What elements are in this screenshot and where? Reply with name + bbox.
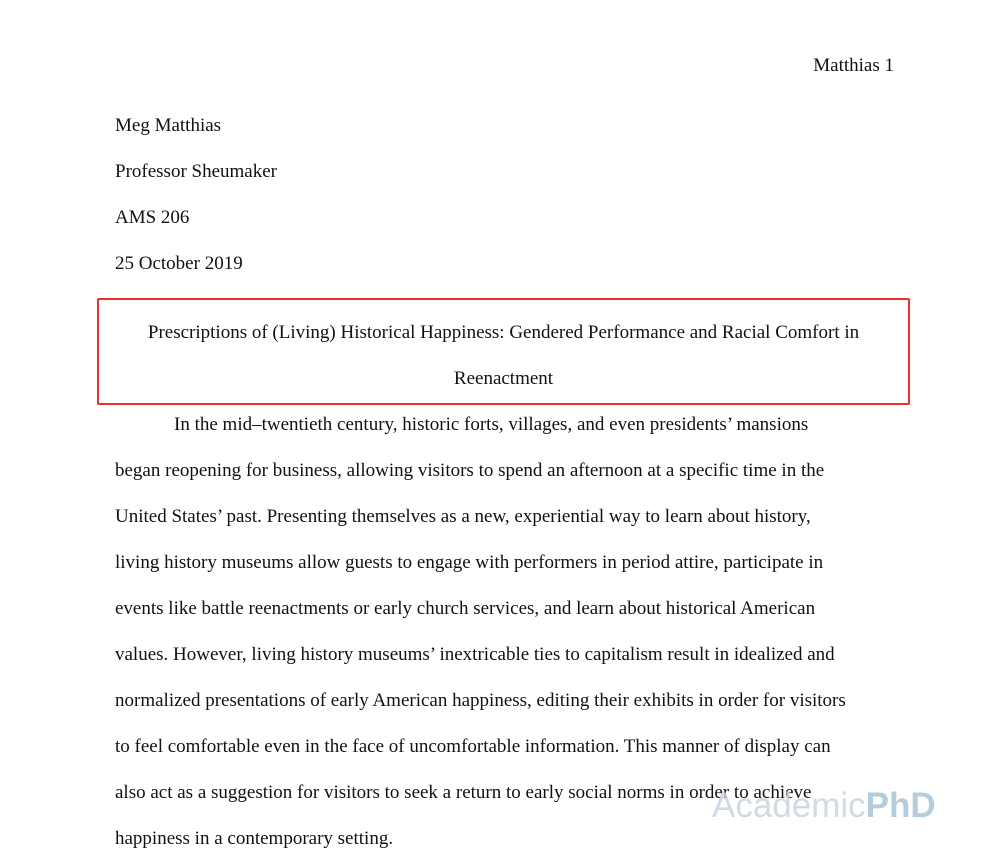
course-name: AMS 206 [115,207,190,228]
paper-title-line-1: Prescriptions of (Living) Historical Happiness: Gendered Performance and Racial Comfort in [147,322,860,343]
body-line: began reopening for business, allowing visitors to spend an afternoon at a specific time in the [115,460,825,481]
instructor-name: Professor Sheumaker [115,161,277,182]
body-line: United States’ past. Presenting themselves as a new, experiential way to learn about history, [115,506,811,527]
academicphd-watermark [712,786,936,826]
body-line: values. However, living history museums’ inextricable ties to capitalism result in idealized and [115,644,835,665]
body-line: living history museums allow guests to engage with performers in period attire, participate in [115,552,824,573]
title-highlight-box [97,298,910,405]
document-date: 25 October 2019 [115,253,243,274]
author-name: Meg Matthias [115,115,222,136]
body-line: normalized presentations of early American happiness, editing their exhibits in order for visitors [115,690,846,711]
body-line: events like battle reenactments or early church services, and learn about historical American [115,598,816,619]
body-line: to feel comfortable even in the face of uncomfortable information. This manner of display can [115,736,831,757]
paper-title-line-2: Reenactment [453,368,554,389]
body-line: In the mid–twentieth century, historic forts, villages, and even presidents’ mansions [174,414,809,435]
running-head: Matthias 1 [813,55,894,76]
body-line: happiness in a contemporary setting. [115,828,394,849]
body-line: also act as a suggestion for visitors to seek a return to early social norms in order to achieve [115,782,812,803]
watermark-phd: PhD [865,786,936,825]
watermark-academic: Academic [712,786,866,825]
